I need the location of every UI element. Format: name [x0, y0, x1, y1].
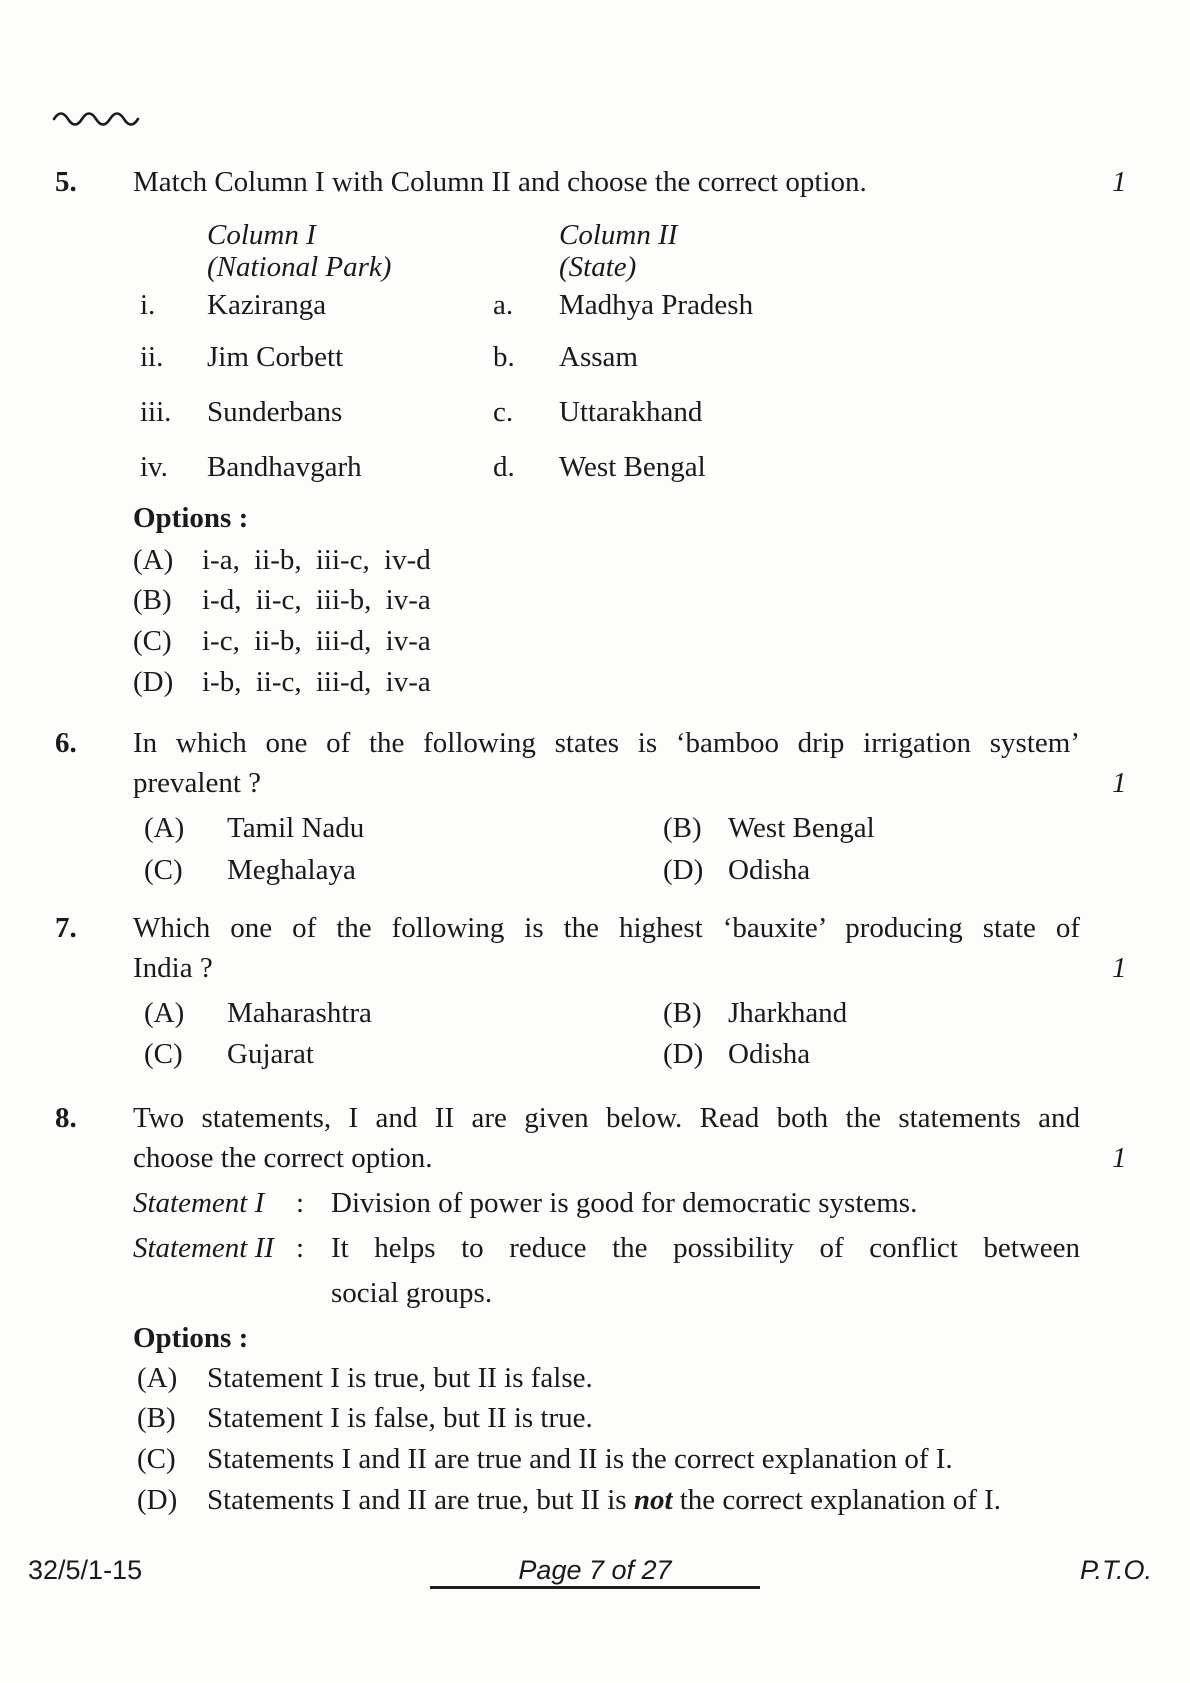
q5-column1-subtitle: (National Park) [207, 251, 392, 283]
q5-options-heading: Options : [133, 502, 249, 534]
q7-question-line2: India ? [133, 952, 213, 984]
q5-pair-2-park: Jim Corbett [207, 341, 344, 373]
q5-option-a-label: (A) [133, 544, 174, 576]
q7-option-a-label: (A) [144, 997, 185, 1029]
q7-option-b-text: Jharkhand [728, 997, 848, 1029]
q5-column1-title: Column I [207, 219, 316, 251]
q6-option-a-label: (A) [144, 812, 185, 844]
q8-option-d-text-post: the correct explanation of I. [672, 1484, 1002, 1516]
q7-option-b-label: (B) [663, 997, 702, 1029]
q8-option-a-text: Statement I is true, but II is false. [207, 1362, 593, 1394]
q5-option-d-text: i-b, ii-c, iii-d, iv-a [202, 666, 431, 698]
wavy-mark-icon [50, 104, 150, 130]
footer-underline [430, 1586, 760, 1589]
q8-statement1-colon: : [296, 1187, 305, 1219]
footer-paper-code: 32/5/1-15 [28, 1555, 143, 1585]
q5-pair-4-index: iv. [140, 451, 168, 483]
q5-option-d-label: (D) [133, 666, 174, 698]
q8-marks: 1 [1112, 1142, 1127, 1174]
q6-option-c-text: Meghalaya [227, 854, 356, 886]
q5-pair-1-index: i. [140, 289, 156, 321]
q8-statement1-label: Statement I [133, 1187, 265, 1219]
q8-question-line1: Two statements, I and II are given below. Read both the statements and [133, 1102, 1080, 1134]
q6-option-a-text: Tamil Nadu [227, 812, 365, 844]
q7-option-c-label: (C) [144, 1038, 183, 1070]
q6-marks: 1 [1112, 767, 1127, 799]
q5-pair-1-state: Madhya Pradesh [559, 289, 754, 321]
q8-option-b-text: Statement I is false, but II is true. [207, 1402, 593, 1434]
q5-pair-2-index: ii. [140, 341, 164, 373]
q6-option-c-label: (C) [144, 854, 183, 886]
q5-option-a-text: i-a, ii-b, iii-c, iv-d [202, 544, 431, 576]
q8-option-d-text [207, 1480, 1001, 1520]
q5-option-b-text: i-d, ii-c, iii-b, iv-a [202, 584, 431, 616]
q6-option-d-label: (D) [663, 854, 704, 886]
q7-marks: 1 [1112, 952, 1127, 984]
q8-statement2-label: Statement II [133, 1232, 274, 1264]
q8-option-c-label: (C) [137, 1443, 176, 1475]
q8-question-line2: choose the correct option. [133, 1142, 433, 1174]
q5-pair-1-park: Kaziranga [207, 289, 327, 321]
q5-option-c-label: (C) [133, 625, 172, 657]
footer-pto: P.T.O. [1079, 1555, 1152, 1585]
q8-option-d-emphasis: not [633, 1484, 673, 1516]
q7-number: 7. [55, 912, 77, 944]
q5-pair-4-park: Bandhavgarh [207, 451, 362, 483]
q5-pair-3-park: Sunderbans [207, 396, 343, 428]
q8-option-d-text-pre: Statements I and II are true, but II is [207, 1484, 634, 1516]
q5-pair-2-state: Assam [559, 341, 638, 373]
q6-option-b-label: (B) [663, 812, 702, 844]
q6-question-line1: In which one of the following states is ‘bamboo drip irrigation system’ [133, 727, 1080, 759]
q5-pair-4-state: West Bengal [559, 451, 706, 483]
q5-number: 5. [55, 166, 77, 198]
q5-column2-title: Column II [559, 219, 678, 251]
q5-option-c-text: i-c, ii-b, iii-d, iv-a [202, 625, 431, 657]
q7-option-d-text: Odisha [728, 1038, 811, 1070]
q5-question-text: Match Column I with Column II and choose the correct option. [133, 166, 867, 198]
q5-pair-3-state: Uttarakhand [559, 396, 703, 428]
q8-option-c-text: Statements I and II are true and II is the correct explanation of I. [207, 1443, 953, 1475]
q8-option-b-label: (B) [137, 1402, 176, 1434]
q8-option-d-label: (D) [137, 1484, 178, 1516]
q5-pair-2-letter: b. [493, 341, 515, 373]
q8-statement2-line1: It helps to reduce the possibility of conflict between [331, 1232, 1080, 1264]
q6-number: 6. [55, 727, 77, 759]
q5-pair-3-letter: c. [493, 396, 514, 428]
q7-option-a-text: Maharashtra [227, 997, 372, 1029]
q7-option-d-label: (D) [663, 1038, 704, 1070]
q7-option-c-text: Gujarat [227, 1038, 314, 1070]
q6-option-d-text: Odisha [728, 854, 811, 886]
q5-option-b-label: (B) [133, 584, 172, 616]
q6-option-b-text: West Bengal [728, 812, 875, 844]
q8-statement2-colon: : [296, 1232, 305, 1264]
q8-number: 8. [55, 1102, 77, 1134]
q6-question-line2: prevalent ? [133, 767, 262, 799]
q8-statement2-line2: social groups. [331, 1277, 493, 1309]
q5-pair-4-letter: d. [493, 451, 515, 483]
footer-page-number: Page 7 of 27 [518, 1555, 672, 1585]
q7-question-line1: Which one of the following is the highest ‘bauxite’ producing state of [133, 912, 1080, 944]
q5-pair-3-index: iii. [140, 396, 172, 428]
q8-statement1-text: Division of power is good for democratic systems. [331, 1187, 918, 1219]
q5-marks: 1 [1112, 166, 1127, 198]
q5-pair-1-letter: a. [493, 289, 514, 321]
q8-option-a-label: (A) [137, 1362, 178, 1394]
q5-column2-subtitle: (State) [559, 251, 637, 283]
q8-options-heading: Options : [133, 1322, 249, 1354]
